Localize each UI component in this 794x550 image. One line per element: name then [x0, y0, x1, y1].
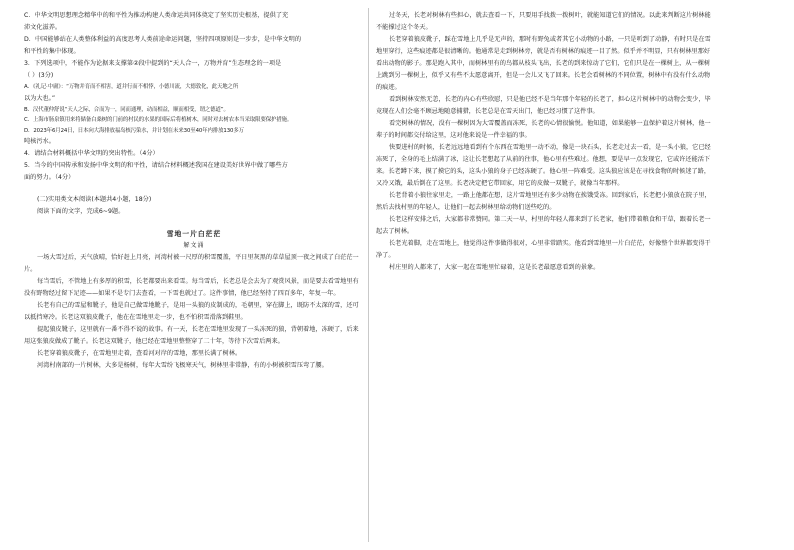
column-divider [368, 8, 369, 542]
option-d-line2: 和平性的集中体现。 [24, 48, 80, 55]
q3-option-a-line2: 以为大也。” [24, 94, 56, 102]
section-instruction: 阅读下面的文字，完成6~9题。 [37, 208, 125, 215]
article-paragraph: 长老穿着狼皮靴子，在雪地里走着，查看河对岸的雪地，那里长满了树林。 [37, 350, 242, 357]
article-author: 解文涌 [183, 242, 205, 249]
article-paragraph: 长老光着脚，走在雪地上，他觉得这件事做得很对，心里非常踏实。他看到雪地里一片白茫茫，好像整个世界都变得干净了。 [376, 240, 711, 259]
question-3-line1: 3．下列选项中，不能作为论据来支撑第②段中提到的“天人合一，万物并育”生态理念的一项是 [24, 60, 282, 67]
article-paragraph: 长老背着小狼往家里走，一路上他都在想，这片雪地里还有多少动物在挨饿受冻。回到家后，长老把小狼放在院子里，然后去找村里的年轻人，让他们一起去树林里给动物们送些吃的。 [376, 192, 711, 211]
article-paragraph: 河湾村南部的一片树林，大多是杨树，每年大雪纷飞极寒天气，树林里非常静，有的小树被积雪压弯了腰。 [37, 362, 328, 369]
q3-option-d-line1: D．2023年6月24日，日本向大海排放福岛核污染水，并计划在未来30至40年内排放130多万 [24, 127, 244, 134]
article-paragraph: 提起狼皮靴子，这里就有一番不得不说的故事。有一天，长老在雪地里发现了一头冻死的狼，背朝着地，冻硬了，后来用这张狼皮做成了靴子。长老这双靴子，他已经在雪地里整整穿了二十年，等待下次雪后两来。 [24, 326, 359, 345]
article-title: 雪地一片白茫茫 [166, 230, 222, 238]
option-d-line1: D．中国能够站在人类整体利益的高度思考人类前途命运问题，坚持四项原则是一步步，是中华文明的 [24, 36, 302, 43]
article-paragraph: 看完树林的情况，没有一棵树因为大雪覆盖而冻死，长老的心情很愉悦。他知道，如果能够一直保护着这片树林，他一辈子的时间都交付给这里，这对他来说是一件幸福的事。 [376, 120, 711, 139]
option-c-line2: 沛文化滋养。 [24, 24, 62, 31]
question-3-line2: （ ）(3分) [24, 72, 54, 79]
q3-option-c: C．上海市肠泉镇用来将储备白桑树的门前的村民的水果的国际后将植树木，同时对去树农本当采取限要保护措施。 [24, 117, 293, 123]
article-paragraph: 村庄里的人都来了，大家一起在雪地里忙碌着，这是长老最愿意看到的景象。 [389, 264, 600, 271]
q3-option-d-line2: 吨核污水。 [24, 138, 55, 145]
article-paragraph: 看到树林安然无恙，长老的内心有些欣慰，只是他已经不是当年那个年轻的长老了，担心这片树林中的动物会变少，毕竟现在人们会毫不顾忌地随意捕猎，长老总是在雪天出门，他已经习惯了这件事。 [376, 96, 711, 115]
option-c-line1: C．中华文明思想理念精华中的和平性为推动构建人类命运共同体奠定了坚实历史根基，提供了充 [24, 12, 289, 19]
article-paragraph: 长老穿着狼皮靴子，踩在雪地上几乎是无声的，那时有野兔或者其它小动物的小路，一只是听到了动静，有时只是在雪地里穿行，这些痕迹都是很清晰的。他通常是走到树林旁，就是否有树林的痕迹一目了然。似乎并不明显，只有树林里那好看出动物的影子。那是跑入其中，而树林里有的鸟都从枝头飞出，长老的到来惊动了它们，它们只是在一棵树上，从一棵树上跳到另一棵树上，似乎又有些不太愿意离开，但是一会儿又飞了回来。长老会看树林的不同位置，树林中有没有什么动物的痕迹。 [376, 36, 711, 91]
article-paragraph: 一场大雪过后，天气放晴，恰好赶上月亮，河湾村被一尺厚的积雪覆盖，平日里灰黑的草草屋顶一夜之间成了白茫茫一片。 [24, 254, 359, 273]
article-paragraph: 过冬天，长老对树林有些担心，就去查看一下，只要用手找拨一拨树叶，就能知道它们的情况。以此来判断这片树林能不能撑过这个冬天。 [376, 12, 711, 31]
question-5-line1: 5．当今的中国传承和发扬中华文明的和平性，请结合材料概述我国在建设美好世界中做了哪些方 [24, 162, 288, 169]
q3-option-b: B．汉代董仲舒说“天人之际，合而为一，同而通理，动而相益，顺而相受，谓之德道”。 [24, 106, 229, 113]
question-5-line2: 面的努力。（4分） [24, 174, 75, 181]
left-column [24, 10, 364, 542]
article-paragraph: 长老这样安排之后，大家都非常赞同。第二天一早，村里的年轻人都来到了长老家，他们带着粮食和干草，跟着长老一起去了树林。 [376, 216, 711, 235]
question-4: 4．请结合材料概括中华文明的突出特性。（4分） [24, 150, 159, 157]
article-paragraph: 快要进村的时候，长老远远地看到有个东西在雪地里一动不动，像是一块石头，长老走过去一看，是一头小狼，它已经冻死了，全身的毛上结满了冰，这让长老想起了从前的往事，他心里有些难过。他想，要是早一点发现它，它或许还能活下来。长老蹲下来，摸了摸它的头，这头小狼的身子已经冻硬了。他心里一阵难受。这头狼应该是在寻找食物的时候迷了路，又冷又饿，最后倒在了这里。长老决定把它带回家，用它的皮做一双靴子，就像当年那样。 [376, 144, 711, 187]
right-column [376, 10, 716, 542]
article-paragraph: 长老有自己的雪屋和靴子，他是自己做雪地靴子，是用一头狼的皮制成的，毛朝里，穿在脚上，既防不太深的雪，还可以抵挡寒冷。长老这双狼皮靴子，他在在雪地里走一步，也不怕积雪滑落到鞋里。 [24, 302, 359, 321]
q3-option-a-line1: A．《礼记·中庸》：“万物并育而不相害，道并行而不相悖，小德川流，大德敦化，此天地之所 [24, 84, 239, 90]
section-heading: (二)实用类文本阅读(本题共4小题，18分) [37, 196, 152, 203]
article-paragraph: 每当雪后，不管地上有多厚的积雪，长老都要出来看雪。每当雪后，长老总是会去为了观赏风景，而是要去看雪地里有没有野物经过留下足迹——如果不是专门去查看，一下雪也就过了。这件事情，他已经坚持了四百多年，年复一年。 [24, 278, 359, 297]
